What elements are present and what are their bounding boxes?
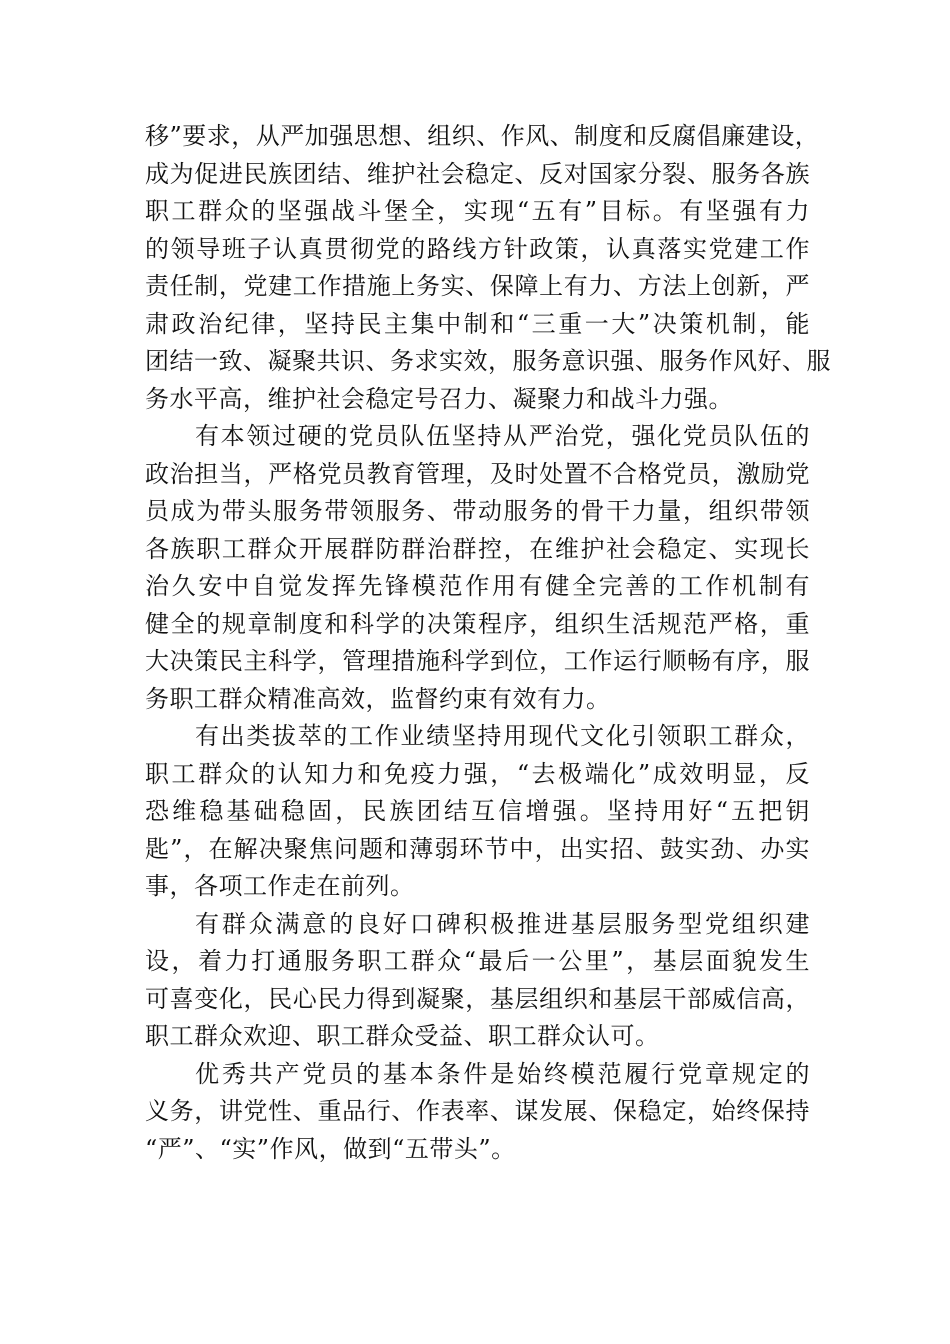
text-line: 事，各项工作走在前列。 (145, 872, 415, 900)
paragraph-4 (145, 906, 810, 1056)
text-line: 职工群众的认知力和免疫力强，“去极端化”成效明显，反 (145, 759, 810, 788)
text-line: 责任制，党建工作措施上务实、保障上有力、方法上创新，严 (145, 272, 810, 300)
text-line: 健全的规章制度和科学的决策程序，组织生活规范严格，重 (145, 609, 810, 638)
text-line: 设，着力打通服务职工群众“最后一公里”，基层面貌发生 (145, 947, 810, 975)
text-line: 可喜变化，民心民力得到凝聚，基层组织和基层干部威信高， (145, 984, 810, 1013)
document-body (145, 118, 831, 1168)
text-line: 有出类拔萃的工作业绩坚持用现代文化引领职工群众， (195, 722, 810, 750)
paragraph-5 (145, 1056, 810, 1169)
text-line: 成为促进民族团结、维护社会稳定、反对国家分裂、服务各族 (145, 159, 810, 188)
text-line: 团结一致、凝聚共识、务求实效，服务意识强、服务作风好、服 (145, 347, 831, 375)
text-line: 职工群众的坚强战斗堡全，实现“五有”目标。有坚强有力 (145, 197, 810, 225)
text-line: 优秀共产党员的基本条件是始终模范履行党章规定的 (195, 1059, 810, 1088)
paragraph-2 (145, 418, 810, 718)
text-line: 移”要求，从严加强思想、组织、作风、制度和反腐倡廉建设， (145, 122, 820, 150)
text-line: 政治担当，严格党员教育管理，及时处置不合格党员，激励党 (145, 459, 810, 488)
text-line: 义务，讲党性、重品行、作表率、谋发展、保稳定，始终保持 (145, 1097, 810, 1125)
paragraph-3 (145, 718, 810, 906)
text-line: 恐维稳基础稳固，民族团结互信增强。坚持用好“五把钥 (145, 797, 810, 825)
text-line: 的领导班子认真贯彻党的路线方针政策，认真落实党建工作 (145, 234, 810, 263)
text-line: 务职工群众精准高效，监督约束有效有力。 (145, 684, 611, 713)
text-line: “严”、“实”作风，做到“五带头”。 (145, 1134, 516, 1163)
text-line: 职工群众欢迎、职工群众受益、职工群众认可。 (145, 1022, 660, 1050)
text-line: 有群众满意的良好口碑积极推进基层服务型党组织建 (195, 909, 810, 938)
text-line: 有本领过硬的党员队伍坚持从严治党，强化党员队伍的 (195, 422, 810, 450)
text-line: 治久安中自觉发挥先锋模范作用有健全完善的工作机制有 (145, 572, 810, 600)
text-line: 匙”，在解决聚焦问题和薄弱环节中，出实招、鼓实劲、办实 (145, 834, 810, 863)
text-line: 务水平高，维护社会稳定号召力、凝聚力和战斗力强。 (145, 384, 733, 413)
text-line: 员成为带头服务带领服务、带动服务的骨干力量，组织带领 (145, 497, 810, 525)
text-line: 大决策民主科学，管理措施科学到位，工作运行顺畅有序，服 (145, 647, 810, 675)
paragraph-1 (145, 118, 831, 418)
text-line: 各族职工群众开展群防群治群控，在维护社会稳定、实现长 (145, 534, 810, 563)
text-line: 肃政治纪律，坚持民主集中制和“三重一大”决策机制，能 (145, 309, 810, 338)
